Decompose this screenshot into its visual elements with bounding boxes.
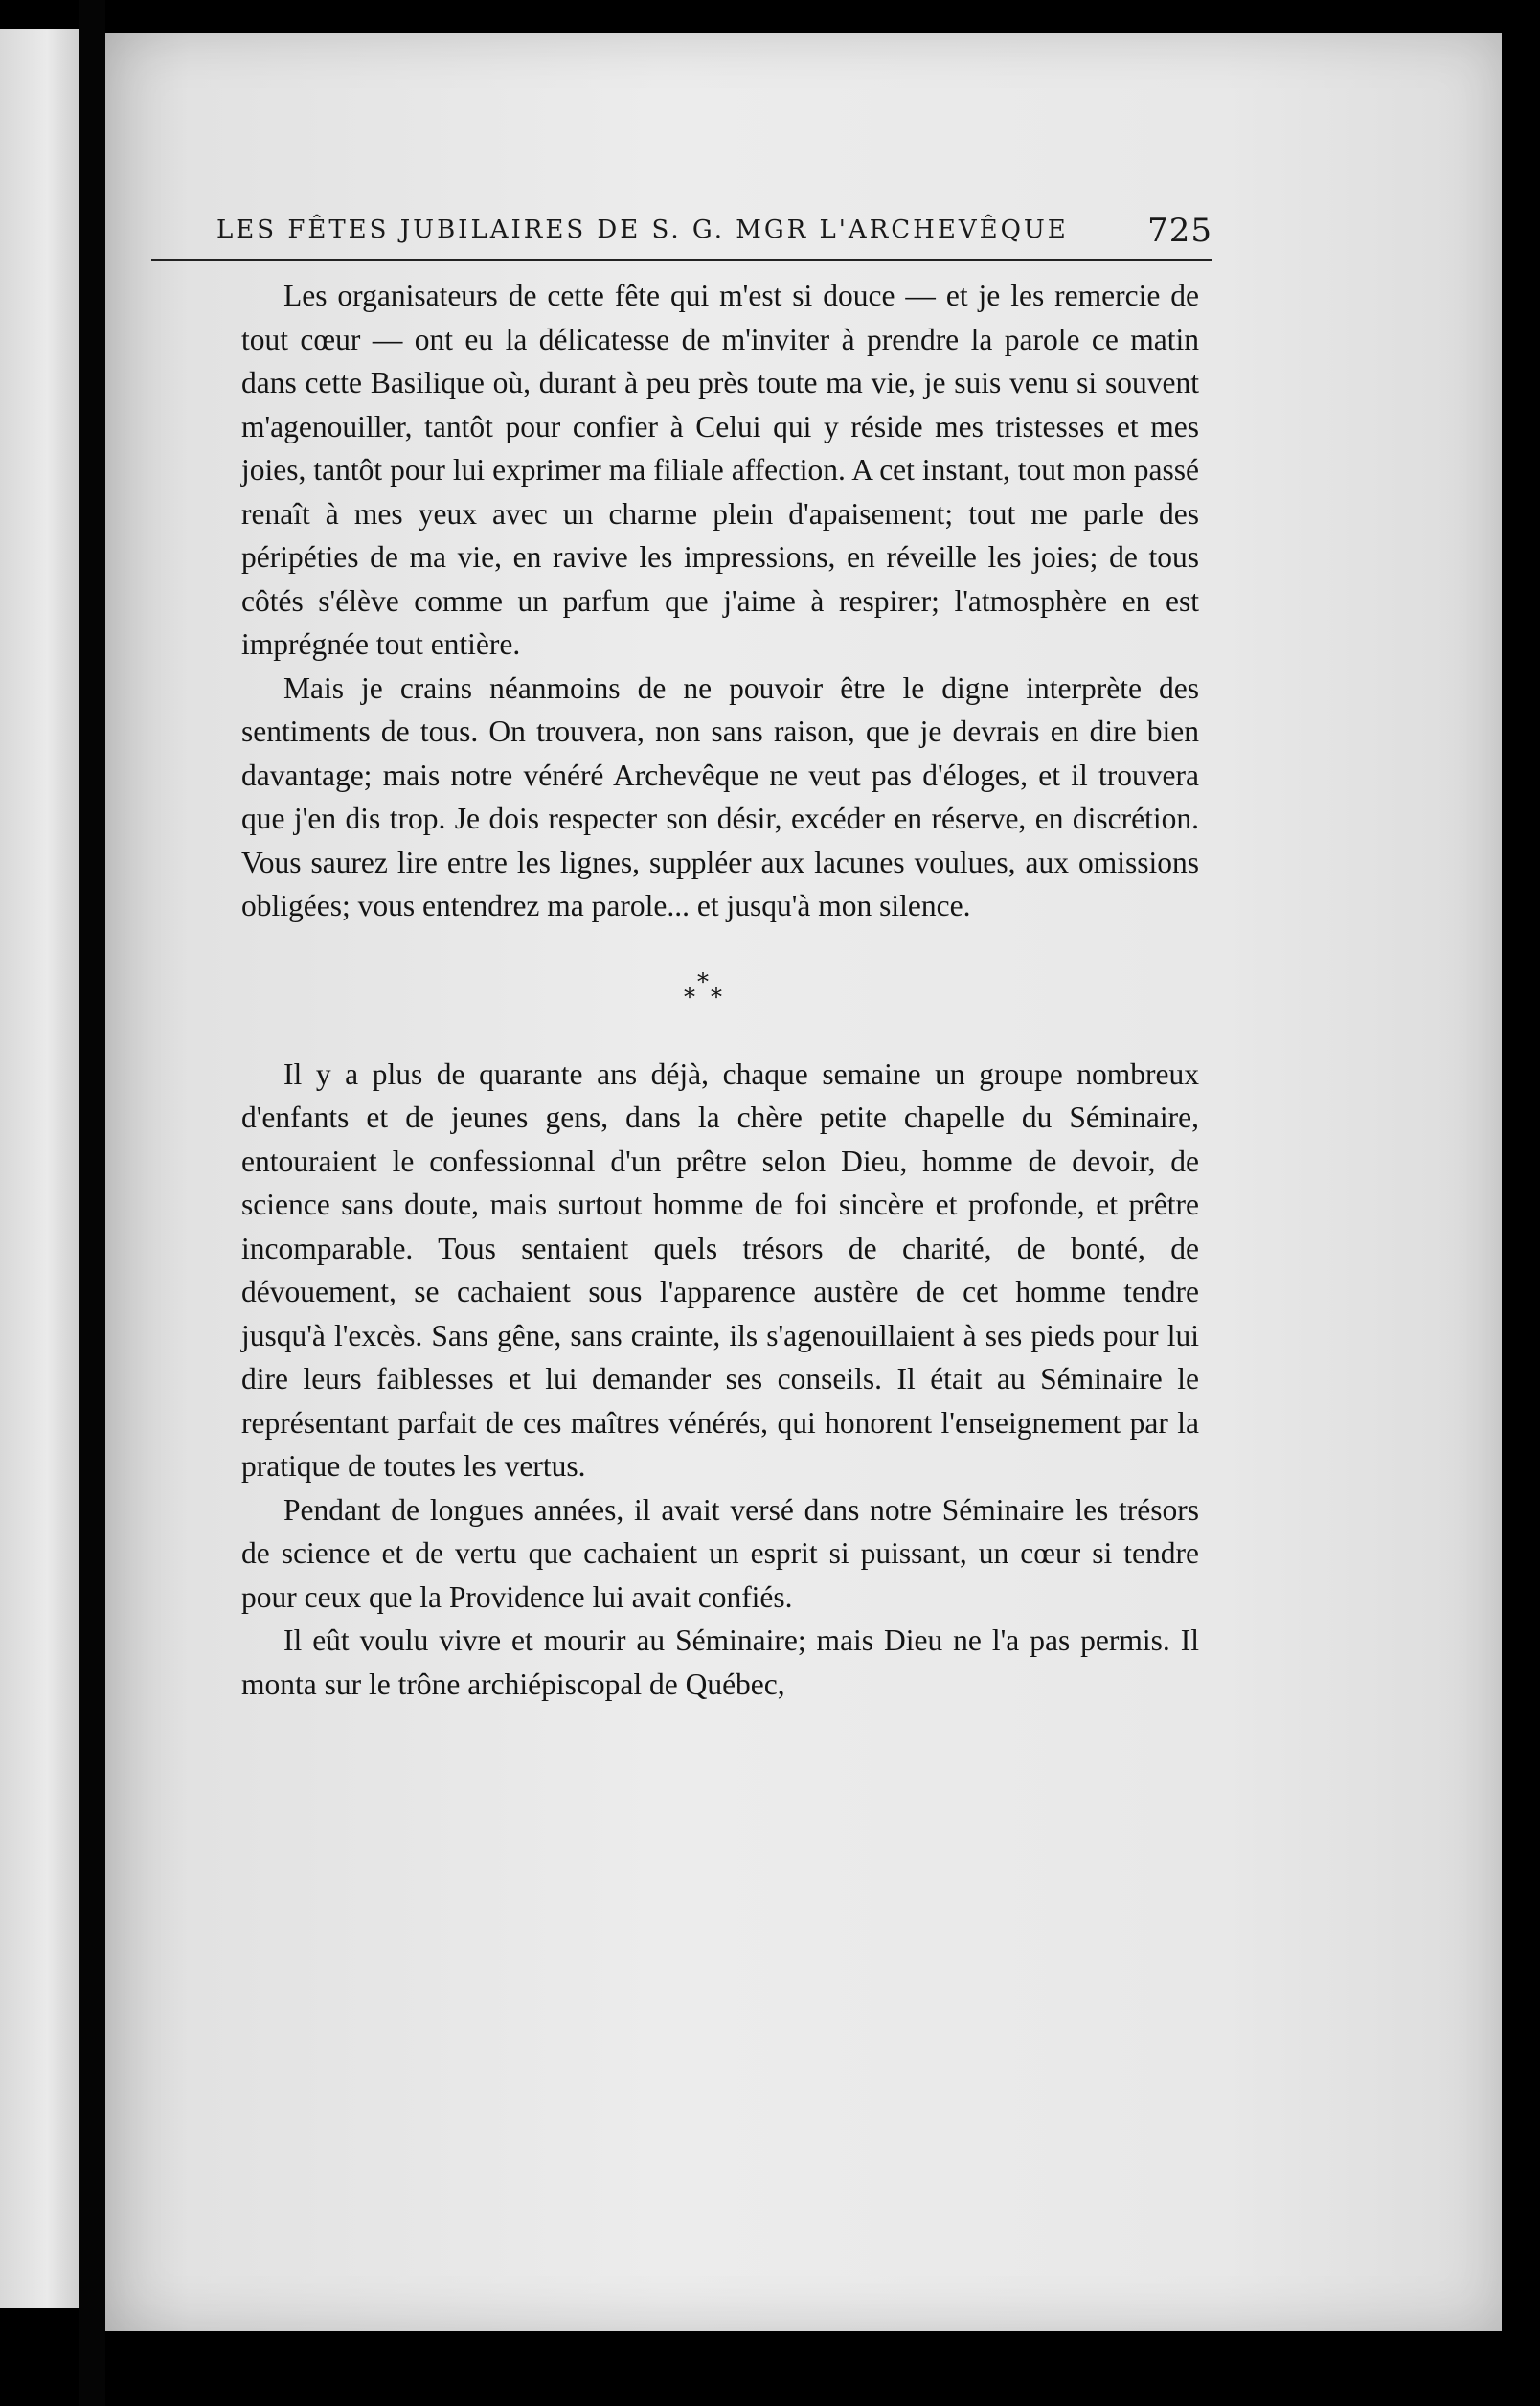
paragraph-1: Les organisateurs de cette fête qui m'est si douce — et je les remercie de tout cœur — ont eu la délicatesse de m'inviter à prendre la parole ce matin dans cette Basilique où, durant à peu près toute ma vie, je suis venu si souvent m'agenouiller, tantôt pour confier à Celui qui y réside mes tristesses et mes joies, tantôt pour lui exprimer ma filiale affection. A cet instant, tout mon passé renaît à mes yeux avec un charme plein d'apaisement; tout me parle des péripéties de ma vie, en ravive les impressions, en réveille les joies; de tous côtés s'élève comme un parfum que j'aime à respirer; l'atmosphère en est imprégnée tout entière. — [241, 279, 1199, 661]
running-title: LES FÊTES JUBILAIRES DE S. G. MGR L'ARCHEVÊQUE — [216, 216, 1069, 244]
asterism-star-left: * — [684, 983, 695, 1010]
paragraph-5: Il eût voulu vivre et mourir au Séminaire; mais Dieu ne l'a pas permis. Il monta sur le trône archiépiscopal de Québec, — [241, 1623, 1199, 1701]
header-rule — [151, 259, 1212, 261]
paragraph-2: Mais je crains néanmoins de ne pouvoir être le digne interprète des sentiments de tous. On trouvera, non sans raison, que je devrais en dire bien davantage; mais notre vénéré Archevêque ne veut pas d'éloges, et il trouvera que j'en dis trop. Je dois respecter son désir, excéder en réserve, en discrétion. Vous saurez lire entre les lignes, suppléer aux lacunes voulues, aux omissions obligées; vous entendrez ma parole... et jusqu'à mon silence. — [241, 670, 1199, 922]
book-gutter — [79, 0, 105, 2406]
page-body — [241, 274, 1199, 1706]
page-number: 725 — [1147, 212, 1212, 250]
paragraph-4: Pendant de longues années, il avait versé dans notre Séminaire les trésors de science et de vertu que cachaient un esprit si puissant, un cœur si tendre pour ceux que la Providence lui avait confiés. — [241, 1492, 1199, 1614]
running-head — [216, 212, 1212, 258]
asterism-star-top: * — [697, 967, 709, 995]
facing-page-edge — [0, 29, 79, 2308]
asterism-star-right: * — [711, 983, 722, 1010]
section-asterism — [241, 928, 1199, 1053]
paragraph-3: Il y a plus de quarante ans déjà, chaque semaine un groupe nombreux d'enfants et de jeunes gens, dans la chère petite chapelle du Séminaire, entouraient le confessionnal d'un prêtre selon Dieu, homme de devoir, de science sans doute, mais surtout homme de foi sincère et profonde, et prêtre incomparable. Tous sentaient quels trésors de charité, de bonté, de dévouement, se cachaient sous l'apparence austère de cet homme tendre jusqu'à l'excès. Sans gêne, sans crainte, ils s'agenouillaient à ses pieds pour lui dire leurs faiblesses et lui demander ses conseils. Il était au Séminaire le représentant parfait de ces maîtres vénérés, qui honorent l'enseignement par la pratique de toutes les vertus. — [241, 1056, 1199, 1483]
